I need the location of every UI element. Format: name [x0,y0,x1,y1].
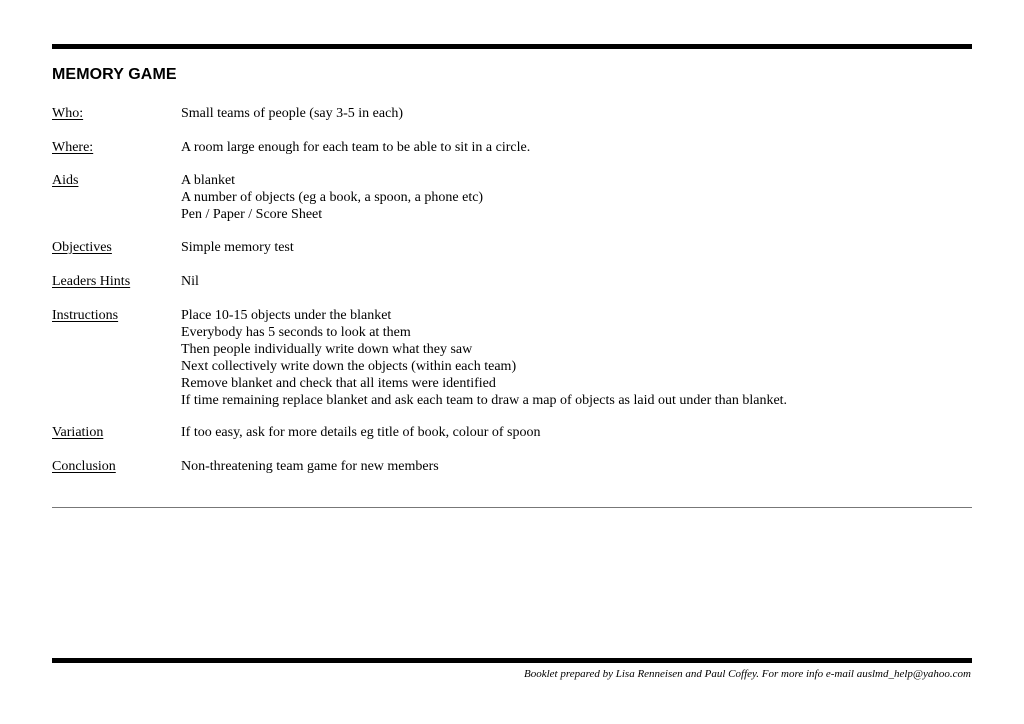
section-line: Non-threatening team game for new members [181,459,439,474]
section-label: Aids [52,173,79,188]
section-label: Conclusion [52,459,116,474]
section-body [181,424,541,441]
section-body [181,239,294,256]
footer-credit: Booklet prepared by Lisa Renneisen and Paul Coffey. For more info e-mail auslmd_help@yahoo.com [524,668,971,680]
section-line: Nil [181,274,199,289]
section-line: Then people individually write down what they saw [181,342,473,357]
section-line: Small teams of people (say 3-5 in each) [181,106,403,121]
section-line: A number of objects (eg a book, a spoon, a phone etc) [181,190,484,205]
section-label: Instructions [52,308,119,323]
section-label: Objectives [52,240,112,255]
section-body [181,105,403,122]
section-line: Remove blanket and check that all items were identified [181,376,496,391]
section-label: Leaders Hints [52,274,131,289]
section-line: A blanket [181,173,236,188]
section-line: If time remaining replace blanket and ask each team to draw a map of objects as laid out under than blanket. [181,393,788,408]
section-line: If too easy, ask for more details eg title of book, colour of spoon [181,425,541,440]
section-label: Variation [52,425,104,440]
divider-rule [52,507,972,508]
section-body [181,458,439,475]
section-label: Who: [52,106,84,121]
section-line: Everybody has 5 seconds to look at them [181,325,411,340]
section-body [181,273,199,290]
top-rule [52,44,972,49]
section-line: Place 10-15 objects under the blanket [181,308,392,323]
section-line: Next collectively write down the objects (within each team) [181,359,517,374]
section-line: Pen / Paper / Score Sheet [181,207,323,222]
section-body [181,307,787,409]
section-body [181,172,483,223]
section-body [181,139,530,156]
section-line: Simple memory test [181,240,294,255]
section-label: Where: [52,140,94,155]
page-title: MEMORY GAME [52,66,177,83]
section-line: A room large enough for each team to be able to sit in a circle. [181,140,531,155]
bottom-rule [52,658,972,663]
